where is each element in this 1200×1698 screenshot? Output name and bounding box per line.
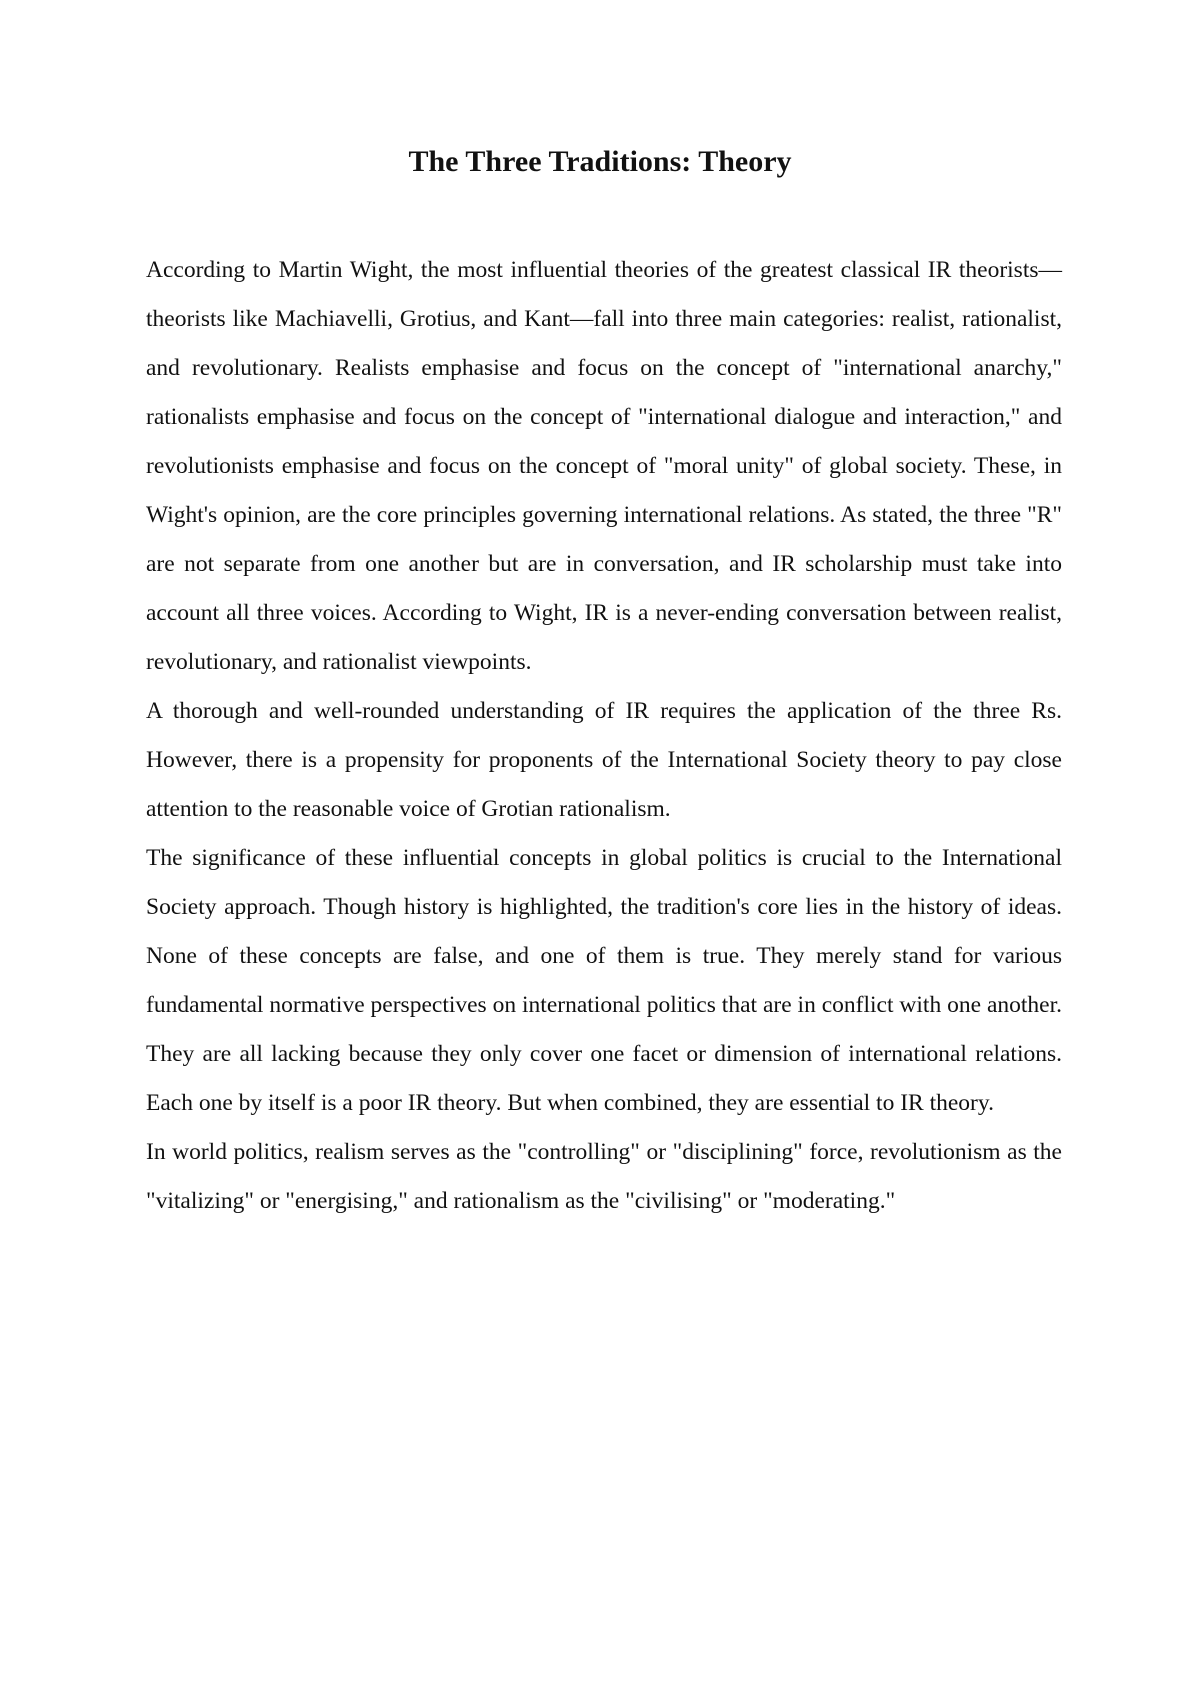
document-body <box>146 246 1062 1226</box>
document-title: The Three Traditions: Theory <box>408 145 792 178</box>
paragraph-significance: The significance of these influential concepts in global politics is crucial to the International Society approach. Though history is highlighted, the tradition's core lies in the history of ideas. None of these concepts are false, and one of them is true. They merely stand for various fundamental normative perspectives on international politics that are in conflict with one another. They are all lacking because they only cover one facet or dimension of international relations. Each one by itself is a poor IR theory. But when combined, they are essential to IR theory. <box>146 845 1062 1116</box>
paragraph-world-politics: In world politics, realism serves as the "controlling" or "disciplining" force, revolutionism as the "vitalizing" or "energising," and rationalism as the "civilising" or "moderating." <box>146 1139 1062 1214</box>
paragraph-wight-three-categories: According to Martin Wight, the most influential theories of the greatest classical IR theorists—theorists like Machiavelli, Grotius, and Kant—fall into three main categories: realist, rationalist, and revolutionary. Realists emphasise and focus on the concept of "international anarchy," rationalists emphasise and focus on the concept of "international dialogue and interaction," and revolutionists emphasise and focus on the concept of "moral unity" of global society. These, in Wight's opinion, are the core principles governing international relations. As stated, the three "R" are not separate from one another but are in conversation, and IR scholarship must take into account all three voices. According to Wight, IR is a never-ending conversation between realist, revolutionary, and rationalist viewpoints. <box>146 257 1062 675</box>
paragraph-three-rs: A thorough and well-rounded understanding of IR requires the application of the three Rs. However, there is a propensity for proponents of the International Society theory to pay close attention to the reasonable voice of Grotian rationalism. <box>146 698 1062 822</box>
